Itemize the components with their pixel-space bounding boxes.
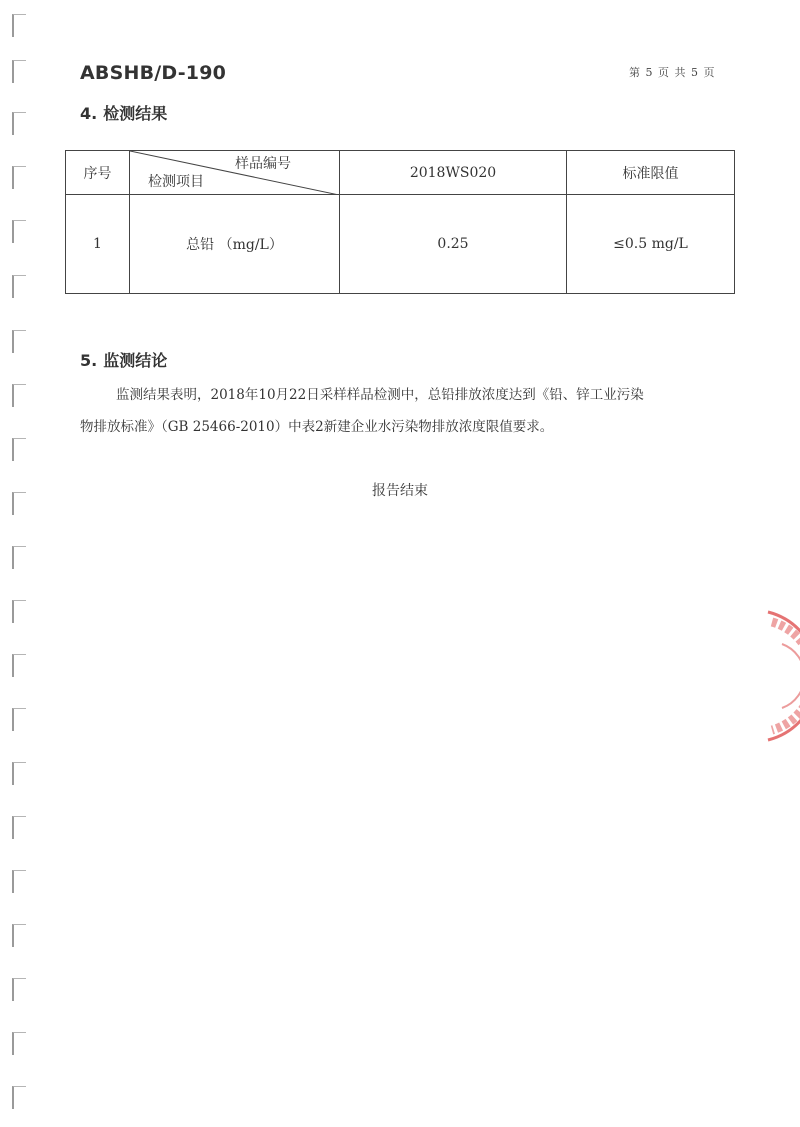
binding-mark: [12, 816, 26, 839]
binding-mark: [12, 112, 26, 135]
result-table: [65, 150, 735, 294]
binding-mark: [12, 1032, 26, 1055]
binding-mark: [12, 166, 26, 189]
header-test-item-label: 检测项目: [148, 174, 204, 190]
conclusion-paragraph: [80, 379, 740, 443]
row-index: 1: [66, 195, 130, 294]
binding-margin: [0, 0, 40, 1127]
header-diagonal-cell: [130, 151, 340, 195]
red-seal-stamp: [742, 608, 800, 744]
header-sample-id-label: 样品编号: [235, 156, 291, 172]
binding-mark: [12, 654, 26, 677]
binding-mark: [12, 708, 26, 731]
binding-mark: [12, 762, 26, 785]
conclusion-line-1: 监测结果表明，2018年10月22日采样样品检测中，总铅排放浓度达到《铅、锌工业污染: [116, 387, 644, 403]
binding-mark: [12, 924, 26, 947]
page-number: 第 5 页 共 5 页: [629, 66, 716, 79]
section-5-title: 监测结论: [103, 351, 168, 370]
header-standard-limit: 标准限值: [567, 151, 735, 195]
row-limit: ≤0.5 mg/L: [567, 195, 735, 294]
section-5-number: 5.: [80, 351, 98, 370]
binding-mark: [12, 600, 26, 623]
binding-mark: [12, 384, 26, 407]
section-4-title: 检测结果: [103, 104, 168, 123]
binding-mark: [12, 546, 26, 569]
binding-mark: [12, 220, 26, 243]
report-code: ABSHB/D-190: [80, 62, 227, 84]
header-sample-id: 2018WS020: [340, 151, 567, 195]
binding-mark: [12, 275, 26, 298]
binding-mark: [12, 330, 26, 353]
table-header-row: [66, 151, 735, 195]
binding-mark: [12, 870, 26, 893]
binding-mark: [12, 438, 26, 461]
binding-mark: [12, 1086, 26, 1109]
binding-mark: [12, 60, 26, 83]
report-end-text: 报告结束: [372, 483, 428, 499]
conclusion-line-2: 物排放标准》（GB 25466-2010）中表2新建企业水污染物排放浓度限值要求。: [80, 419, 554, 435]
section-5-heading: [80, 348, 167, 371]
binding-mark: [12, 14, 26, 37]
section-4-number: 4.: [80, 104, 98, 123]
binding-mark: [12, 978, 26, 1001]
section-4-heading: [80, 101, 167, 124]
header-index: 序号: [66, 151, 130, 195]
row-value: 0.25: [340, 195, 567, 294]
table-row: [66, 195, 735, 294]
row-item: 总铅 （mg/L）: [130, 195, 340, 294]
